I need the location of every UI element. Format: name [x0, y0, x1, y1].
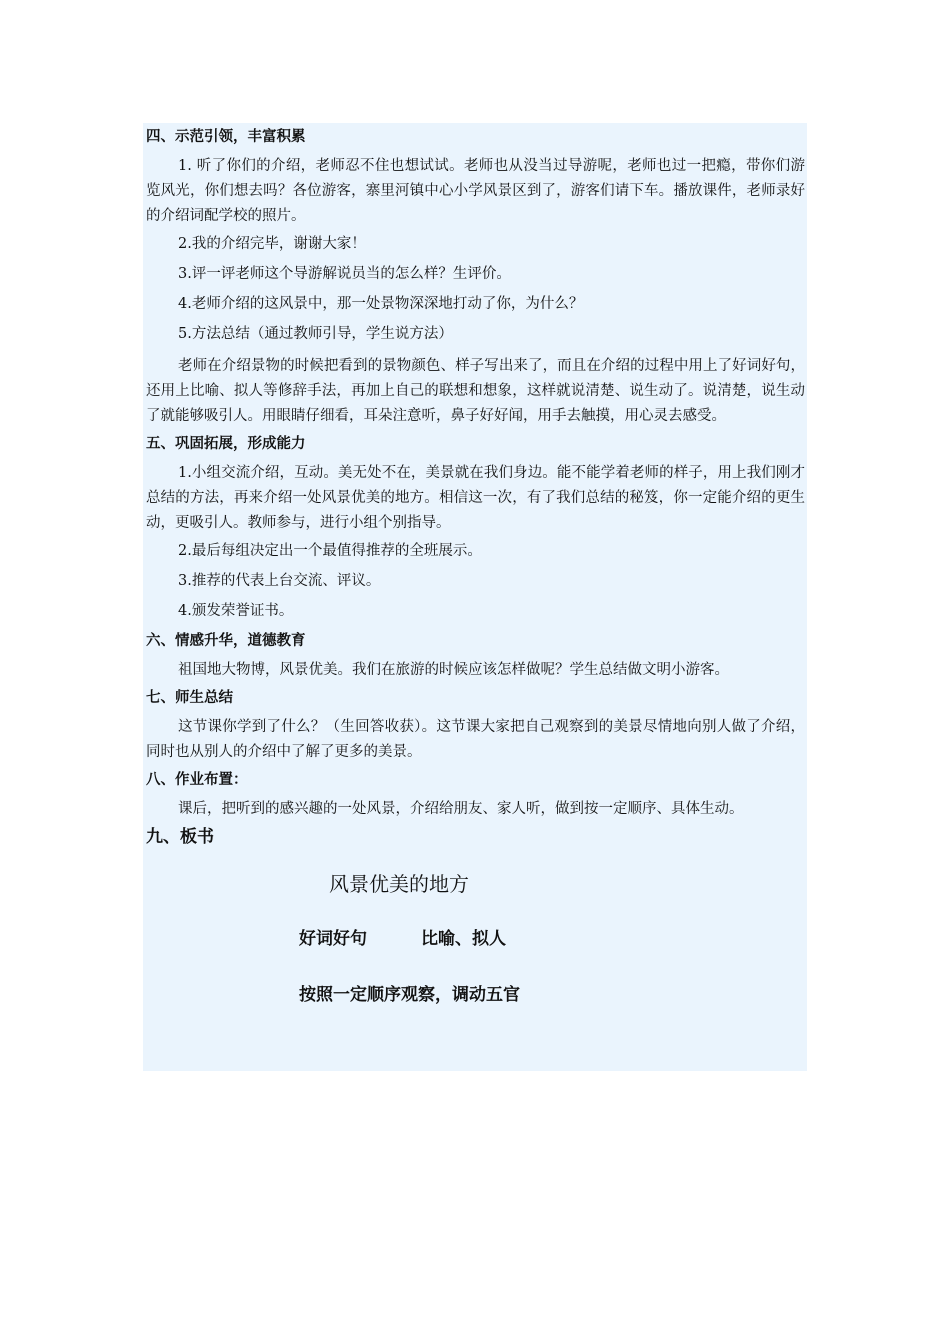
- list-item-5-4: 4.颁发荣誉证书。: [178, 603, 294, 619]
- section-heading-6: 六、情感升华，道德教育: [146, 633, 306, 649]
- document-page: [143, 123, 807, 1071]
- blackboard-layout: [143, 849, 807, 1039]
- list-item-4-2: 2.我的介绍完毕，谢谢大家！: [178, 236, 366, 252]
- board-phrase-observation: 按照一定顺序观察，调动五官: [299, 985, 520, 1005]
- paragraph-5-1: 1.小组交流介绍，互动。美无处不在，美景就在我们身边。能不能学着老师的样子，用上我们刚才总结的方法，再来介绍一处风景优美的地方。相信这一次，有了我们总结的秘笈，你一定能介绍的更生动，更吸引人。教师参与，进行小组个别指导。: [146, 465, 805, 531]
- paragraph-6: 祖国地大物博，风景优美。我们在旅游的时候应该怎样做呢？学生总结做文明小游客。: [178, 662, 729, 678]
- section-heading-8: 八、作业布置：: [146, 772, 248, 788]
- list-item-4-4: 4.老师介绍的这风景中，那一处景物深深地打动了你，为什么？: [178, 296, 584, 312]
- section-heading-7: 七、师生总结: [146, 690, 233, 706]
- section-heading-5: 五、巩固拓展，形成能力: [146, 436, 306, 452]
- paragraph-8: 课后，把听到的感兴趣的一处风景，介绍给朋友、家人听，做到按一定顺序、具体生动。: [178, 801, 744, 817]
- board-phrase-rhetoric: 比喻、拟人: [421, 929, 506, 949]
- list-item-4-5: 5.方法总结（通过教师引导，学生说方法）: [178, 326, 453, 342]
- list-item-4-3: 3.评一评老师这个导游解说员当的怎么样？生评价。: [178, 266, 511, 282]
- board-title: 风景优美的地方: [329, 872, 469, 896]
- board-phrase-good-words: 好词好句: [299, 929, 367, 949]
- list-item-5-2: 2.最后每组决定出一个最值得推荐的全班展示。: [178, 543, 482, 559]
- section-heading-4: 四、示范引领，丰富积累: [146, 129, 306, 145]
- paragraph-7: 这节课你学到了什么？（生回答收获）。这节课大家把自己观察到的美景尽情地向别人做了介绍，同时也从别人的介绍中了解了更多的美景。: [146, 719, 805, 760]
- section-heading-9: 九、板书: [146, 827, 214, 847]
- paragraph-4-1: 1. 听了你们的介绍，老师忍不住也想试试。老师也从没当过导游呢，老师也过一把瘾，带你们游览风光，你们想去吗？各位游客，寨里河镇中心小学风景区到了，游客们请下车。播放课件，老师录好的介绍词配学校的照片。: [146, 158, 805, 224]
- paragraph-4-summary: 老师在介绍景物的时候把看到的景物颜色、样子写出来了，而且在介绍的过程中用上了好词好句，还用上比喻、拟人等修辞手法，再加上自己的联想和想象，这样就说清楚、说生动了。说清楚，说生动了就能够吸引人。用眼睛仔细看，耳朵注意听，鼻子好好闻，用手去触摸，用心灵去感受。: [146, 358, 805, 424]
- list-item-5-3: 3.推荐的代表上台交流、评议。: [178, 573, 381, 589]
- document-content: [143, 127, 807, 1039]
